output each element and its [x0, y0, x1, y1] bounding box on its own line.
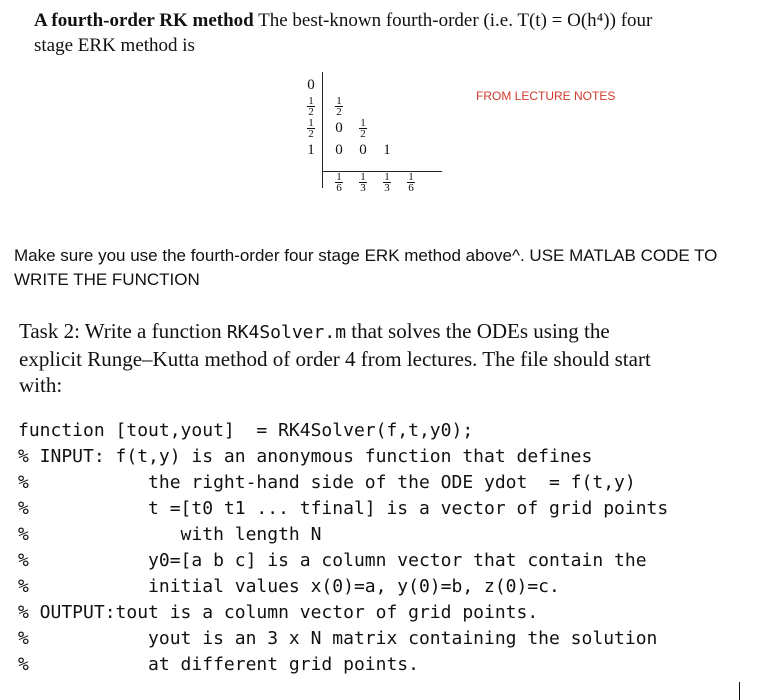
text-cursor	[739, 682, 740, 700]
tableau-a-3-0: 0	[335, 142, 343, 158]
code-line: % OUTPUT:tout is a column vector of grid points.	[18, 602, 539, 623]
tableau-b-2: $\frac{1}{3}$	[384, 171, 390, 194]
tableau-c-3: 1	[307, 142, 315, 158]
section-intro-line1: The best-known fourth-order (i.e. T(t) = O(h⁴)) four	[253, 10, 653, 31]
tableau-b-3: $\frac{1}{6}$	[408, 171, 414, 194]
section-header	[34, 8, 724, 58]
task-prefix: Task 2: Write a function	[19, 319, 227, 343]
code-line: % initial values x(0)=a, y(0)=b, z(0)=c.	[18, 576, 560, 597]
task-filename: RK4Solver.m	[226, 322, 347, 343]
section-title: A fourth-order RK method	[34, 10, 254, 31]
tableau-a-3-2: 1	[383, 142, 391, 158]
code-line: function [tout,yout] = RK4Solver(f,t,y0);	[18, 420, 474, 441]
tableau-a-2-0: 0	[335, 120, 343, 136]
butcher-tableau	[302, 72, 442, 194]
code-line: % the right-hand side of the ODE ydot = f(t,y)	[18, 472, 636, 493]
tableau-c-1: $\frac{1}{2}$	[308, 95, 314, 118]
code-line: % yout is an 3 x N matrix containing the solution	[18, 628, 658, 649]
task-rest: that solves the ODEs using the explicit Runge–Kutta method of order 4 from lectures. The file should start with:	[19, 319, 651, 397]
instruction-text: Make sure you use the fourth-order four stage ERK method above^. USE MATLAB CODE TO WRITE THE FUNCTION	[14, 246, 718, 289]
tableau-c-2: $\frac{1}{2}$	[308, 117, 314, 140]
tableau-a-1-0: $\frac{1}{2}$	[336, 95, 342, 118]
tableau-a-2-1: $\frac{1}{2}$	[360, 117, 366, 140]
section-intro-line2: stage ERK method is	[34, 35, 195, 56]
tableau-b-0: $\frac{1}{6}$	[336, 171, 342, 194]
tableau-b-1: $\frac{1}{3}$	[360, 171, 366, 194]
code-line: % y0=[a b c] is a column vector that contain the	[18, 550, 647, 571]
code-block	[18, 418, 668, 678]
code-line: % t =[t0 t1 ... tfinal] is a vector of grid points	[18, 498, 669, 519]
task-description	[19, 318, 659, 398]
tableau-c-0: 0	[307, 77, 315, 93]
code-line: % at different grid points.	[18, 654, 419, 675]
code-line: % with length N	[18, 524, 322, 545]
tableau-a-3-1: 0	[359, 142, 367, 158]
lecture-notes-label: FROM LECTURE NOTES	[476, 89, 616, 103]
code-line: % INPUT: f(t,y) is an anonymous function that defines	[18, 446, 593, 467]
